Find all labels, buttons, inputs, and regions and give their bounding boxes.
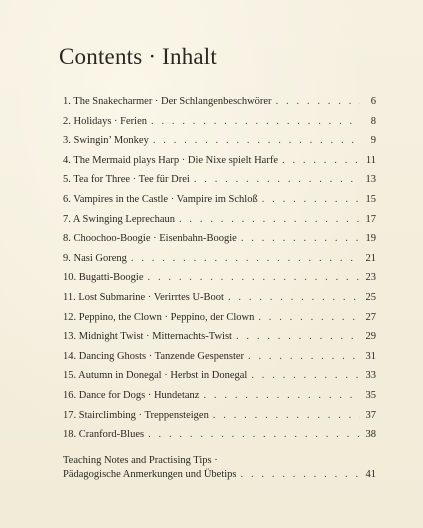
dot-leader [228,292,360,303]
toc-entry-title: 13. Midnight Twist · Mitternachts-Twist [63,331,232,343]
table-of-contents [63,96,376,449]
toc-entry[interactable] [63,253,376,273]
toc-entry[interactable] [63,272,376,292]
toc-page-number: 9 [370,135,376,147]
toc-entry-title: 12. Peppino, the Clown · Peppino, der Clown [63,311,255,323]
toc-entry-title: 8. Choochoo-Boogie · Eisenbahn-Boogie [63,233,237,245]
dot-leader [241,233,360,244]
toc-entry[interactable] [63,155,376,175]
toc-entry[interactable] [63,214,376,234]
toc-page-number: 15 [365,193,376,205]
dot-leader [236,331,360,342]
toc-entry-title: 5. Tea for Three · Tee für Drei [63,174,190,186]
toc-page-number: 19 [365,233,376,245]
dot-leader [258,312,360,323]
dot-leader [213,410,360,421]
toc-entry[interactable] [63,370,376,390]
toc-page-number: 35 [365,389,376,401]
toc-entry-title: 15. Autumn in Donegal · Herbst in Donegal [63,370,248,382]
toc-page-number: 13 [365,174,376,186]
dot-leader [203,390,360,401]
toc-page-number: 21 [365,252,376,264]
toc-page-number: 37 [365,409,376,421]
toc-entry-title: 2. Holidays · Ferien [63,115,147,127]
page-title: Contents · Inhalt [59,44,217,69]
toc-page-number: 31 [365,350,376,362]
dot-leader [262,194,360,205]
toc-page-number: 38 [365,429,376,441]
toc-page-number: 27 [365,311,376,323]
dot-leader [194,174,360,185]
toc-entry-title: 4. The Mermaid plays Harp · Die Nixe spielt Harfe [63,154,278,166]
toc-entry-title: 11. Lost Submarine · Verirrtes U-Boot [63,291,224,303]
toc-page-number: 11 [365,154,376,166]
toc-entry-title: 9. Nasi Goreng [63,252,127,264]
dot-leader [151,116,360,127]
dot-leader [148,429,360,440]
toc-entry-title-line1: Teaching Notes and Practising Tips · [63,455,218,466]
toc-entry[interactable] [63,312,376,332]
toc-page-number: 6 [370,96,376,107]
toc-entry-title: 1. The Snakecharmer · Der Schlangenbeschwörer [63,96,272,107]
toc-entry-title: 10. Bugatti-Boogie [63,272,144,284]
toc-entry-title: 18. Cranford-Blues [63,429,145,441]
toc-entry[interactable] [63,410,376,430]
toc-entry-title: 6. Vampires in the Castle · Vampire im Schloß [63,193,258,205]
dot-leader [276,96,360,107]
toc-entry[interactable] [63,135,376,155]
toc-page-number: 8 [370,115,376,127]
toc-entry[interactable] [63,174,376,194]
toc-page-number: 41 [365,469,376,480]
toc-entry-teaching-notes[interactable] [63,455,376,480]
dot-leader [248,351,360,362]
toc-page-number: 29 [365,331,376,343]
toc-page-number: 25 [365,291,376,303]
toc-entry[interactable] [63,116,376,136]
toc-page-number: 23 [365,272,376,284]
toc-entry-title-line2: Pädagogische Anmerkungen und Übetips [63,469,237,480]
toc-page-number: 17 [365,213,376,225]
toc-entry-title: 14. Dancing Ghosts · Tanzende Gespenster [63,350,245,362]
toc-entry[interactable] [63,96,376,116]
dot-leader [148,272,361,283]
toc-entry-title: 3. Swingin’ Monkey [63,135,149,147]
toc-entry-title: 7. A Swinging Leprechaun [63,213,175,225]
toc-entry[interactable] [63,194,376,214]
toc-page-number: 33 [365,370,376,382]
dot-leader [251,370,360,381]
toc-entry-title: 16. Dance for Dogs · Hundetanz [63,389,200,401]
dot-leader [179,214,360,225]
dot-leader [241,469,360,480]
dot-leader [153,135,360,146]
toc-entry[interactable] [63,292,376,312]
toc-entry[interactable] [63,390,376,410]
toc-entry-title: 17. Stairclimbing · Treppensteigen [63,409,209,421]
toc-entry[interactable] [63,429,376,449]
toc-entry[interactable] [63,351,376,371]
toc-entry[interactable] [63,331,376,351]
toc-entry[interactable] [63,233,376,253]
dot-leader [131,253,360,264]
dot-leader [282,155,360,166]
